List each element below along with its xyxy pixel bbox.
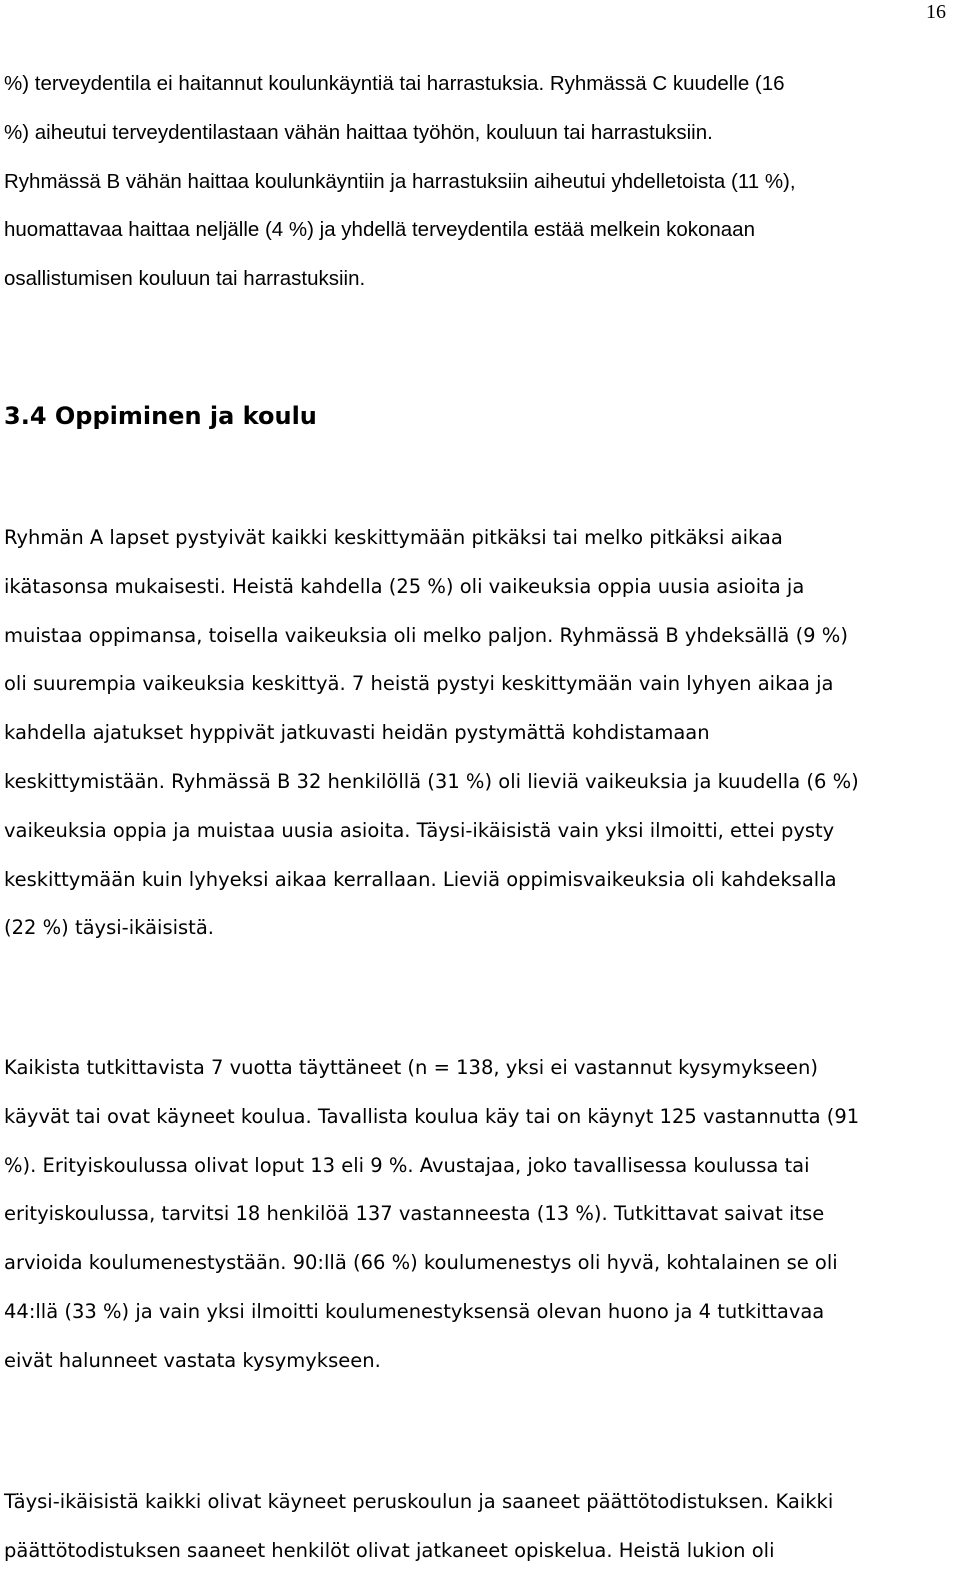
text-line: osallistumisen kouluun tai harrastuksiin. <box>4 267 366 291</box>
text-line: %). Erityiskoulussa olivat loput 13 eli 9 %. Avustajaa, joko tavallisessa koulussa tai <box>4 1153 810 1177</box>
section-heading: 3.4 Oppiminen ja koulu <box>4 402 317 430</box>
text-line: arvioida koulumenestystään. 90:llä (66 %) koulumenestys oli hyvä, kohtalainen se oli <box>4 1251 838 1275</box>
body-paragraph-school <box>4 1044 944 1386</box>
text-line: päättötodistuksen saaneet henkilöt olivat jatkaneet opiskelua. Heistä lukion oli <box>4 1538 775 1562</box>
text-line: käyvät tai ovat käyneet koulua. Tavallista koulua käy tai on käynyt 125 vastannutta (91 <box>4 1104 860 1128</box>
text-line: 44:llä (33 %) ja vain yksi ilmoitti koulumenestyksensä olevan huono ja 4 tutkittavaa <box>4 1299 825 1323</box>
text-line: vaikeuksia oppia ja muistaa uusia asioita. Täysi-ikäisistä vain yksi ilmoitti, ettei pysty <box>4 818 835 842</box>
intro-paragraph <box>4 60 944 304</box>
text-line: Ryhmässä B vähän haittaa koulunkäyntiin ja harrastuksiin aiheutui yhdelletoista (11 %), <box>4 169 796 193</box>
page-number: 16 <box>926 1 946 23</box>
text-line: keskittymistään. Ryhmässä B 32 henkilöllä (31 %) oli lieviä vaikeuksia ja kuudella (6 %) <box>4 769 859 793</box>
text-line: Täysi-ikäisistä kaikki olivat käyneet peruskoulun ja saaneet päättötodistuksen. Kaikki <box>4 1490 834 1513</box>
text-line: oli suurempia vaikeuksia keskittyä. 7 heistä pystyi keskittymään vain lyhyen aikaa ja <box>4 672 834 696</box>
text-line: erityiskoulussa, tarvitsi 18 henkilöä 137 vastanneesta (13 %). Tutkittavat saivat itse <box>4 1202 825 1226</box>
text-line: eivät halunneet vastata kysymykseen. <box>4 1348 381 1372</box>
text-line: keskittymään kuin lyhyeksi aikaa kerrallaan. Lieviä oppimisvaikeuksia oli kahdeksalla <box>4 867 837 891</box>
text-line: Ryhmän A lapset pystyivät kaikki keskittymään pitkäksi tai melko pitkäksi aikaa <box>4 526 783 549</box>
text-line: %) terveydentila ei haitannut koulunkäyntiä tai harrastuksia. Ryhmässä C kuudelle (16 <box>4 72 785 95</box>
text-line: Kaikista tutkittavista 7 vuotta täyttäneet (n = 138, yksi ei vastannut kysymykseen) <box>4 1056 818 1079</box>
text-line: huomattavaa haittaa neljälle (4 %) ja yhdellä terveydentila estää melkein kokonaan <box>4 218 755 242</box>
text-line: (22 %) täysi-ikäisistä. <box>4 916 214 940</box>
text-line: ikätasonsa mukaisesti. Heistä kahdella (25 %) oli vaikeuksia oppia uusia asioita ja <box>4 574 805 598</box>
body-paragraph-adults <box>4 1478 944 1576</box>
text-line: muistaa oppimansa, toisella vaikeuksia oli melko paljon. Ryhmässä B yhdeksällä (9 %) <box>4 623 848 647</box>
text-line: kahdella ajatukset hyppivät jatkuvasti heidän pystymättä kohdistamaan <box>4 721 710 745</box>
body-paragraph-learning <box>4 514 944 953</box>
text-line: %) aiheutui terveydentilastaan vähän haittaa työhön, kouluun tai harrastuksiin. <box>4 120 713 144</box>
